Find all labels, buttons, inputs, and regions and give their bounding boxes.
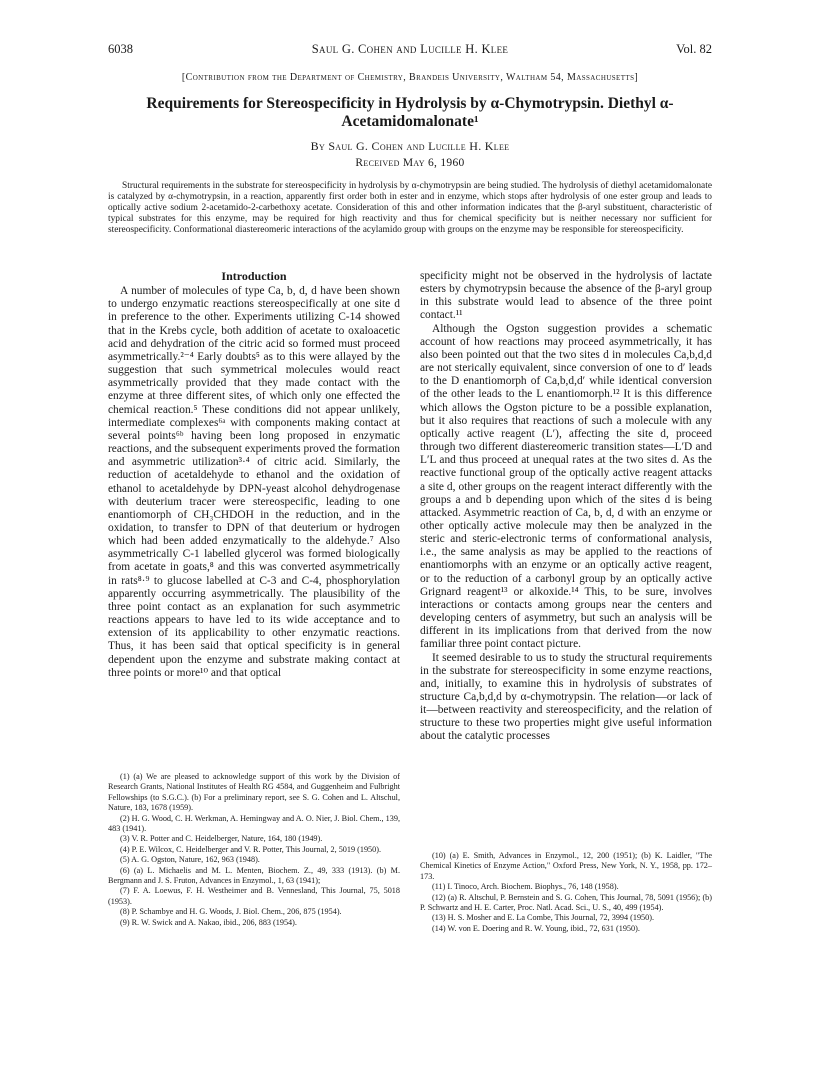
- footnote: (12) (a) R. Altschul, P. Bernstein and S. G. Cohen, This Journal, 78, 5091 (1956); (b) P. Schwartz and H. E. Carter, Proc. Natl. Acad. Sci., U. S., 40, 499 (1954).: [420, 892, 712, 913]
- running-head: [108, 42, 712, 60]
- received-date: Received May 6, 1960: [355, 157, 465, 169]
- abstract: Structural requirements in the substrate for stereospecificity in hydrolysis by α-chymotrypsin are being studied. The hydrolysis of diethyl acetamidomalonate is catalyzed by α-chymotrypsin, in a reaction, apparently first order both in ester and in enzyme, which stops after hydrolysis of one ester group and leads to optically active sodium 2-acetamido-2-carbethoxy acetate. Consideration of this and other information indicates that the β-aryl substituent, characteristic of typical substrates for this enzyme, may be required for high reactivity and thus for chemical specificity but is neither necessary nor sufficient for stereospecificity. Conformational diastereomeric interactions of the acylamido group with groups on the enzyme may be responsible for stereospecificity.: [108, 181, 712, 235]
- footnote: (2) H. G. Wood, C. H. Werkman, A. Hemingway and A. O. Nier, J. Biol. Chem., 139, 483 (1941).: [108, 813, 400, 834]
- footnote: (5) A. G. Ogston, Nature, 162, 963 (1948).: [120, 855, 260, 865]
- affiliation: [Contribution from the Department of Chemistry, Brandeis University, Waltham 54, Massachusetts]: [181, 72, 639, 83]
- footnote: (9) R. W. Swick and A. Nakao, ibid., 206, 883 (1954).: [120, 917, 297, 927]
- footnote: (8) P. Schambye and H. G. Woods, J. Biol. Chem., 206, 875 (1954).: [120, 907, 342, 917]
- section-heading-introduction: Introduction: [221, 269, 287, 283]
- intro-paragraph-continued: specificity might not be observed in the hydrolysis of lactate esters by chymotrypsin because the absence of the β-aryl group in this substrate would lead to absence of the three point contact.¹¹: [420, 270, 712, 322]
- footnote: (10) (a) E. Smith, Advances in Enzymol., 12, 200 (1951); (b) K. Laidler, "The Chemical Kinetics of Enzyme Action," Oxford Press, New York, N. Y., 1958, pp. 172–173.: [420, 851, 712, 881]
- footnotes-right: [420, 851, 712, 934]
- footnote: (13) H. S. Mosher and E. La Combe, This Journal, 72, 3994 (1950).: [432, 913, 655, 923]
- footnote: (14) W. von E. Doering and R. W. Young, ibid., 72, 631 (1950).: [432, 923, 640, 933]
- volume-number: Vol. 82: [676, 42, 712, 56]
- footnote: (3) V. R. Potter and C. Heidelberger, Nature, 164, 180 (1949).: [120, 834, 323, 844]
- left-column: [108, 270, 400, 680]
- intro-paragraph-3: It seemed desirable to us to study the structural requirements in the substrate for stereospecificity in some enzyme reactions, and, initially, to examine this in hydrolysis of substrates of structure Ca,b,d,d by α-chymotrypsin. The relation—or lack of it—between reactivity and stereospecificity, and the relation of structure to these two properties might give useful information about the catalytic processes: [420, 651, 712, 743]
- right-column: [420, 270, 712, 744]
- footnotes-left: [108, 772, 400, 928]
- footnote: (6) (a) L. Michaelis and M. L. Menten, Biochem. Z., 49, 333 (1913). (b) M. Bergmann and J. S. Fruton, Advances in Enzymol., 1, 63 (1941);: [108, 865, 400, 886]
- byline: By Saul G. Cohen and Lucille H. Klee: [310, 139, 510, 153]
- footnote: (4) P. E. Wilcox, C. Heidelberger and V. R. Potter, This Journal, 2, 5019 (1950).: [120, 844, 382, 854]
- footnote: (7) F. A. Loewus, F. H. Westheimer and B. Vennesland, This Journal, 75, 5018 (1953).: [108, 886, 400, 906]
- intro-paragraph-1: A number of molecules of type Ca, b, d, d have been shown to undergo enzymatic reactions stereospecifically at one site d in preference to the other. Experiments utilizing C-14 showed that in the Krebs cycle, both addition of acetate to oxaloacetic acid and dehydration of the citric acid so formed must proceed asymmetrically.²⁻⁴ Early doubts⁵ as to this were allayed by the suggestion that such symmetrical molecules would react asymmetrically provided that they made contact with the enzyme at three different sites, of which only one effected the chemical reaction.⁵ These conditions did not appear unlikely, intermediate complexes⁶ᵃ with components making contact at several points⁶ᵇ having been long proposed in enzymatic reactions, and the subsequent experiments proved the formation and asymmetric utilization³·⁴ of citric acid. Similarly, the reduction of acetaldehyde to ethanol and the oxidation of ethanol to acetaldehyde by DPN-yeast alcohol dehydrogenase with deuterium tracer were stereospecific, leading to one enantiomorph of CH₃CHDOH in the reduction, and in the oxidation, to transfer to DPN of that deuterium or hydrogen which had been added enzymatically to the aldehyde.⁷ Also asymmetrically C-1 labelled glycerol was formed biologically from acetate in goats,⁸ and this was converted asymmetrically in rats⁸·⁹ to glucose labelled at C-3 and C-4, phosphorylation apparently occurring asymmetrically. The plausibility of the three point contact as an explanation for such asymmetric reactions appears to have led to its wide acceptance and to extension of its applicability to other enzymatic reactions. Thus, it has been said that optical specificity is in general dependent upon the enzyme and substrate making contact at three points or more¹⁰ and that optical: [108, 285, 400, 679]
- footnote: (1) (a) We are pleased to acknowledge support of this work by the Division of Research Grants, National Institutes of Health RG 4584, and Guggenheim and Fulbright Fellowships (to S.G.C.). (b) For a preliminary report, see S. G. Cohen and L. Altschul, Nature, 183, 1678 (1959).: [108, 772, 400, 813]
- page-number: 6038: [108, 42, 133, 56]
- intro-paragraph-2: Although the Ogston suggestion provides a schematic account of how reactions may proceed asymmetrically, it has also been pointed out that the two sites d in molecules Ca,b,d,d are not sterically equivalent, since conversion of one to d′ leads to the D enantiomorph of Ca,b,d,d′ while identical conversion of the other leads to the L enantiomorph.¹² It is this difference which allows the Ogston picture to be a possible explanation, but it also requires that reactions of such a molecule with any optically active reagent (L′), affecting the site d, proceed through two different diastereomeric transition states—L′D and L′L and thus proceed at unequal rates at the two sites d. As the reactive functional group of the optically active reagent attacks a site d, other groups on the reagent interact differently with the groups a and b depending upon which of the sites d is being attacked. Asymmetric reaction of Ca, b, d, d with an enzyme or other optically active molecule may then be analyzed in the steric and steric-electronic terms of conformational analysis, i.e., the same analysis as may be applied to the reactions of enantiomorphs with an enzyme or an optically active reagent, or to the reduction of a carbonyl group by an optically active Grignard reagent¹³ or alkoxide.¹⁴ This, to be sure, involves interactions or contacts among groups near the centers and developing centers of asymmetry, but such an analysis will be different in its implications from that derived from the now familiar three point contact picture.: [420, 322, 712, 651]
- running-head-authors: Saul G. Cohen and Lucille H. Klee: [311, 42, 509, 56]
- article-title: Requirements for Stereospecificity in Hydrolysis by α-Chymotrypsin. Diethyl α-Acetamidomalonate¹: [146, 95, 674, 130]
- footnote: (11) I. Tinoco, Arch. Biochem. Biophys., 76, 148 (1958).: [432, 882, 619, 892]
